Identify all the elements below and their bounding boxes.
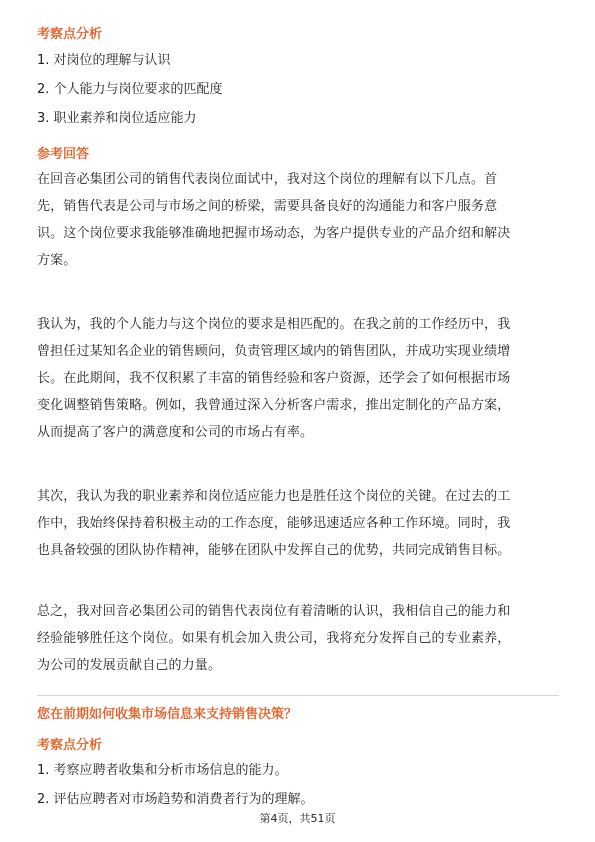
page-number-footer: 第4页，共51页 <box>259 812 336 825</box>
list-item: 1. 对岗位的理解与认识 <box>37 53 171 68</box>
paragraph-line: 在回音必集团公司的销售代表岗位面试中，我对这个岗位的理解有以下几点。首 <box>37 172 498 187</box>
paragraph-line: 识。这个岗位要求我能够准确地把握市场动态，为客户提供专业的产品介绍和解决 <box>37 226 511 241</box>
paragraph-line: 曾担任过某知名企业的销售顾问，负责管理区域内的销售团队，并成功实现业绩增 <box>37 344 511 359</box>
section-heading-analysis: 考察点分析 <box>37 27 103 42</box>
paragraph-line: 我认为，我的个人能力与这个岗位的要求是相匹配的。在我之前的工作经历中，我 <box>37 317 511 332</box>
paragraph-line: 也具备较强的团队协作精神，能够在团队中发挥自己的优势，共同完成销售目标。 <box>37 543 511 558</box>
paragraph-line: 为公司的发展贡献自己的力量。 <box>37 658 222 673</box>
paragraph-line: 变化调整销售策略。例如，我曾通过深入分析客户需求，推出定制化的产品方案， <box>37 398 511 413</box>
list-item: 2. 评估应聘者对市场趋势和消费者行为的理解。 <box>37 792 314 807</box>
paragraph-line: 经验能够胜任这个岗位。如果有机会加入贵公司，我将充分发挥自己的专业素养， <box>37 631 511 646</box>
section-divider <box>37 695 559 696</box>
section-heading-answer: 参考回答 <box>37 147 90 162</box>
paragraph-line: 长。在此期间，我不仅积累了丰富的销售经验和客户资源，还学会了如何根据市场 <box>37 371 511 386</box>
answer-paragraph-2 <box>37 317 559 452</box>
section-heading-analysis-2: 考察点分析 <box>37 738 103 753</box>
question-title: 您在前期如何收集市场信息来支持销售决策？ <box>37 707 298 722</box>
answer-paragraph-1 <box>37 172 559 280</box>
paragraph-line: 先，销售代表是公司与市场之间的桥梁，需要具备良好的沟通能力和客户服务意 <box>37 199 498 214</box>
list-item: 3. 职业素养和岗位适应能力 <box>37 111 197 126</box>
list-item: 1. 考察应聘者收集和分析市场信息的能力。 <box>37 763 288 778</box>
paragraph-line: 总之，我对回音必集团公司的销售代表岗位有着清晰的认识，我相信自己的能力和 <box>37 604 511 619</box>
paragraph-line: 从而提高了客户的满意度和公司的市场占有率。 <box>37 425 314 440</box>
paragraph-line: 方案。 <box>37 253 77 268</box>
answer-paragraph-4 <box>37 604 559 685</box>
paragraph-line: 其次，我认为我的职业素养和岗位适应能力也是胜任这个岗位的关键。在过去的工 <box>37 489 511 504</box>
list-item: 2. 个人能力与岗位要求的匹配度 <box>37 82 223 97</box>
paragraph-line: 作中，我始终保持着积极主动的工作态度，能够迅速适应各种工作环境。同时，我 <box>37 516 511 531</box>
answer-paragraph-3 <box>37 489 559 570</box>
